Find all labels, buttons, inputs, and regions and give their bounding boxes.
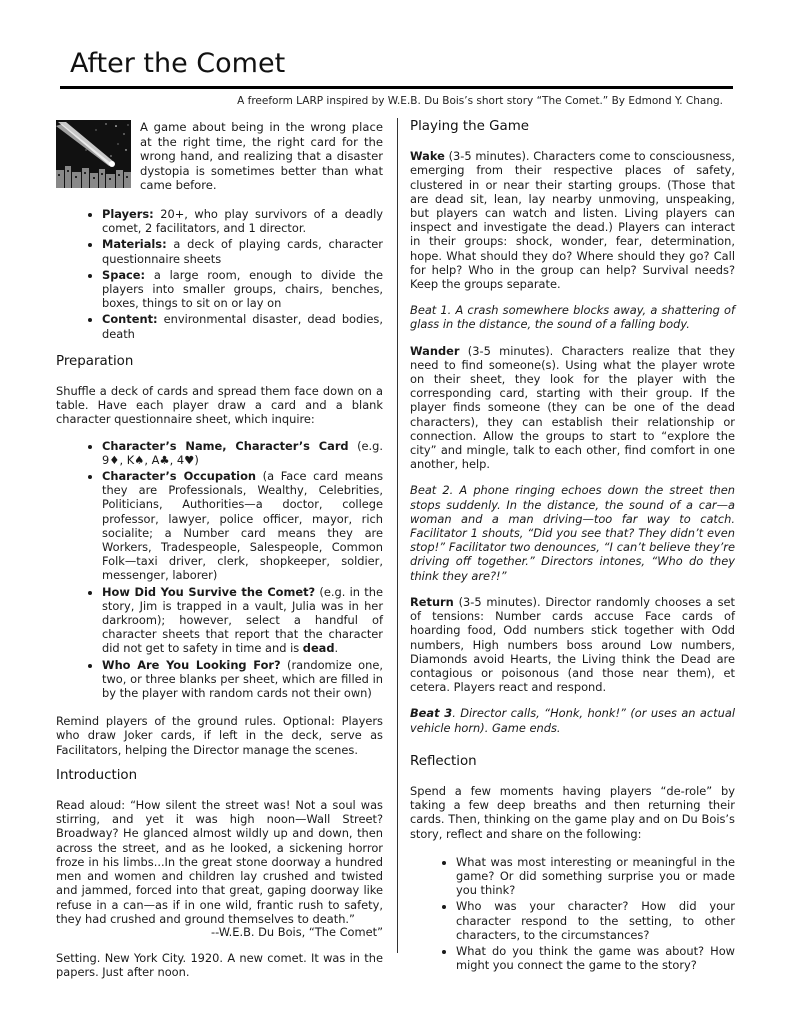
beat-1: Beat 1. A crash somewhere blocks away, a shattering of glass in the distance, the sound of a falling body. bbox=[410, 303, 735, 332]
introduction-heading: Introduction bbox=[56, 767, 138, 783]
reflection-heading: Reflection bbox=[410, 753, 477, 769]
title-rule bbox=[60, 86, 733, 89]
prep-item-name-card: • Character’s Name, Character’s Card (e.g. 9♦, K♠, A♣, 4♥) bbox=[102, 439, 383, 467]
info-item-space: • Space: a large room, enough to divide the players into smaller groups, chairs, benches, boxes, things to sit on or lay on bbox=[102, 268, 383, 311]
info-item-players: • Players: 20+, who play survivors of a deadly comet, 2 facilitators, and 1 director. bbox=[102, 207, 383, 235]
page-title: After the Comet bbox=[70, 48, 286, 79]
reflection-item: • What do you think the game was about? How might you connect the game to the story? bbox=[456, 944, 735, 972]
preparation-list bbox=[56, 439, 383, 701]
left-column bbox=[56, 120, 383, 992]
reflection-list bbox=[410, 855, 735, 973]
intro-block bbox=[56, 120, 383, 193]
return-paragraph: Return (3-5 minutes). Director randomly chooses a set of tensions: Number cards accuse Face cards of hoarding food, Odd numbers stick together with Odd numbers, High numbers boss around Low numbers, Diamonds avoid Hearts, the Living think the Dead are contagious or poisonous (and those near them), et cetera. Players react and respond. bbox=[410, 594, 735, 695]
info-item-materials: • Materials: a deck of playing cards, character questionnaire sheets bbox=[102, 237, 383, 265]
reflection-item: • Who was your character? How did your character respond to the setting, to other characters, to the circumstances? bbox=[456, 899, 735, 942]
quote-attribution: --W.E.B. Du Bois, “The Comet” bbox=[210, 924, 383, 939]
prep-item-occupation: • Character’s Occupation (a Face card means they are Professionals, Wealthy, Celebrities, Politicians, Authorities—a doctor, college professor, lawyer, police officer, mayor, rich socialite; a Number card means they are Workers, Tradespeople, Salespeople, Common Folk—taxi driver, clerk, shopkeeper, soldier, messenger, laborer) bbox=[102, 469, 383, 583]
beat-3: Beat 3. Director calls, “Honk, honk!” (or uses an actual vehicle horn). Game ends. bbox=[410, 706, 735, 735]
right-column bbox=[410, 120, 735, 986]
info-item-content: • Content: environmental disaster, dead bodies, death bbox=[102, 312, 383, 340]
wake-paragraph: Wake (3-5 minutes). Characters come to consciousness, emerging from their respective places of safety, clustered in or near their starting groups. (Those that are dead sit, lean, lay nearby unmoving, unspeaking, but players can watch and listen. Living players can inspect and investigate the dead.) Players can interact in their groups: shock, wonder, fear, determination, hope. What should they do? Where should they go? Call for help? Who in the group can help? Survival needs? Keep the groups separate. bbox=[410, 149, 735, 292]
preparation-text: Shuffle a deck of cards and spread them face down on a table. Have each player draw a card and a blank character questionnaire sheet, which inquire: bbox=[56, 384, 383, 427]
reflection-text: Spend a few moments having players “de-role” by taking a few deep breaths and then returning their cards. Then, thinking on the game play and on Du Bois’s story, reflect and share on the following: bbox=[410, 783, 735, 841]
preparation-heading: Preparation bbox=[56, 353, 134, 369]
subtitle: A freeform LARP inspired by W.E.B. Du Bois’s short story “The Comet.” By Edmond Y. Chang. bbox=[237, 95, 723, 107]
remind-text: Remind players of the ground rules. Optional: Players who draw Joker cards, if left in the deck, serve as Facilitators, helping the Director manage the scenes. bbox=[56, 714, 383, 757]
column-divider bbox=[397, 118, 398, 953]
read-aloud-text: Read aloud: “How silent the street was! Not a soul was stirring, and yet it was high noon—Wall Street? Broadway? He glanced almost wildly up and down, then across the street, and as he looked, a sickening horror froze in his limbs...In the great stone doorway a hundred men and women and children lay crushed and twisted and jammed, forced into that great, gaping doorway like refuse in a can—as if in one wild, frantic rush to safety, they had crushed and ground themselves to death.” bbox=[56, 798, 383, 926]
setting-text: Setting. New York City. 1920. A new comet. It was in the papers. Just after noon. bbox=[56, 951, 383, 980]
reflection-item: • What was most interesting or meaningful in the game? Or did something surprise you or made you think? bbox=[456, 855, 735, 898]
prep-item-survive: • How Did You Survive the Comet? (e.g. in the story, Jim is trapped in a vault, Julia was in her darkroom); however, select a handful of character sheets that report that the character did not get to safety in time and is dead. bbox=[102, 585, 383, 656]
beat-2: Beat 2. A phone ringing echoes down the street then stops suddenly. In the distance, the sound of a car—a woman and a man driving—too far way to catch. Facilitator 1 shouts, “Did you see that? They didn’t even stop!” Facilitator two denounces, “I can’t believe they’re driving off together.” Directors intones, “Who do they think they are?!” bbox=[410, 483, 735, 583]
intro-text: A game about being in the wrong place at the right time, the right card for the wrong hand, and realizing that a disaster dystopia is sometimes better than what came before. bbox=[140, 120, 383, 193]
info-list bbox=[56, 207, 383, 341]
playing-heading: Playing the Game bbox=[410, 119, 529, 134]
wander-paragraph: Wander (3-5 minutes). Characters realize that they need to find someone(s). Using what the player wrote on their sheet, they look for the player with the corresponding card, starting with their group. If the player finds someone (they can be one of the dead characters), they can establish their relationship or connection. Allow the groups to start to “explore the city” and mingle, talk to each other, find comfort in one another, help. bbox=[410, 343, 735, 472]
prep-item-looking-for: • Who Are You Looking For? (randomize one, two, or three blanks per sheet, which are filled in by the player with random cards not their own) bbox=[102, 658, 383, 701]
comet-image bbox=[56, 120, 131, 188]
